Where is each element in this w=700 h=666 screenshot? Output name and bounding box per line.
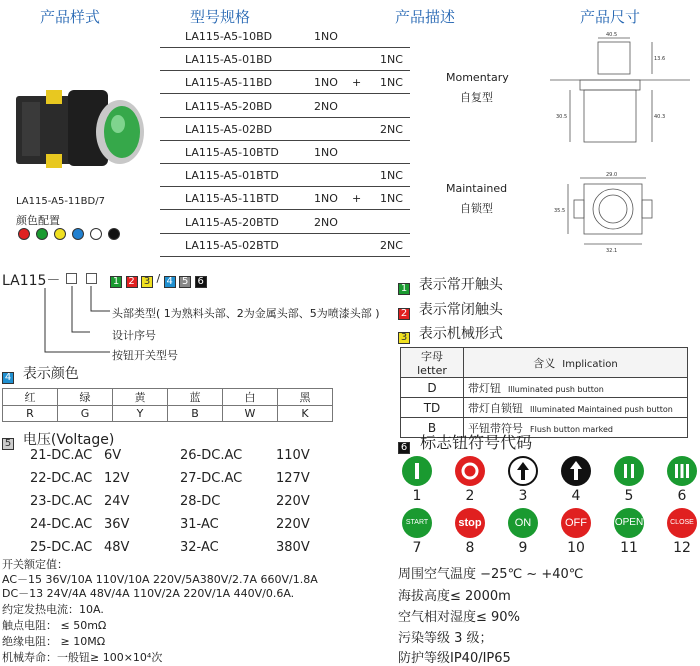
voltage-value: 110V: [276, 448, 310, 463]
symbol-label: CLOSE: [670, 519, 694, 526]
ratings-heat: 约定发热电流：10A.: [2, 603, 104, 616]
off-button: [561, 508, 591, 538]
model-code: LA115-A5-20BD: [185, 99, 273, 113]
symbol-number: 3: [518, 488, 528, 504]
model-contact-b: 1NC: [380, 53, 403, 67]
code-box-1: [66, 273, 77, 284]
ratings-life: 机械寿命：一般钮≥ 100×10⁴次: [2, 651, 163, 664]
voltage-heading: 5 电压(Voltage): [2, 429, 114, 450]
voltage-value: 127V: [276, 471, 310, 486]
code-num-5: 5: [179, 276, 191, 288]
colors-table: 红 绿 黄 蓝 白 黑 R G Y B W K: [2, 388, 333, 422]
voltage-code: 31-AC: [180, 517, 219, 532]
start-button: [402, 508, 432, 538]
symbol-number: 12: [673, 540, 691, 556]
model-contact-a: 2NO: [314, 215, 338, 229]
header-size: 产品尺寸: [580, 8, 641, 26]
letters-header-meaning: 含义 Implication: [464, 348, 688, 378]
close-button: [667, 508, 697, 538]
env-temp: 周围空气温度 −25℃ ~ +40℃: [398, 567, 584, 582]
momentary-en: Momentary: [446, 71, 509, 84]
model-contact-b: 1NC: [380, 76, 403, 90]
model-contact-a: 2NO: [314, 99, 338, 113]
symbol-label: OPEN: [614, 517, 644, 528]
code-num-3: 3: [141, 276, 153, 288]
env-protection: 防护等级IP40/IP65: [398, 651, 511, 666]
model-code: LA115-A5-02BTD: [185, 238, 279, 252]
voltage-value: 48V: [104, 540, 130, 555]
dim-right-a: 13.6: [654, 56, 666, 62]
legend-3: 3 表示机械形式: [398, 323, 503, 344]
model-code: LA115-A5-10BTD: [185, 146, 279, 159]
power-off-icon: [455, 456, 485, 486]
letters-row: D 带灯钮 Illuminated push button: [401, 378, 688, 398]
row-divider: [160, 140, 410, 141]
model-plus: +: [352, 192, 362, 206]
model-code: LA115-A5-10BD: [185, 30, 273, 43]
voltage-code: 21-DC.AC: [30, 448, 93, 463]
symbol-number: 4: [571, 488, 581, 504]
env-altitude: 海拔高度≤ 2000m: [398, 589, 511, 604]
row-divider: [160, 209, 410, 210]
row-divider: [160, 233, 410, 234]
ratings-dc: DC－13 24V/4A 48V/4A 110V/2A 220V/1A 440V/0.6A.: [2, 587, 295, 600]
row-divider: [160, 163, 410, 164]
symbol-number: 11: [620, 540, 638, 556]
dimension-drawing: [540, 32, 700, 262]
double-bar-icon: [614, 456, 644, 486]
arrow-up-filled-icon: [561, 456, 591, 486]
color-dot: [90, 228, 102, 240]
voltage-code: 27-DC.AC: [180, 471, 243, 486]
maintained-en: Maintained: [446, 182, 508, 195]
model-contact-b: 2NC: [380, 122, 403, 136]
symbol-label: START: [405, 519, 429, 526]
voltage-value: 220V: [276, 494, 310, 509]
code-num-1: 1: [110, 276, 122, 288]
arrow-up-icon: [508, 456, 538, 486]
color-dot: [36, 228, 48, 240]
voltage-value: 12V: [104, 471, 130, 486]
symbol-number: 9: [518, 540, 528, 556]
row-divider: [160, 70, 410, 71]
voltage-value: 220V: [276, 517, 310, 532]
maintained-cn: 自锁型: [460, 202, 493, 215]
model-contact-a: 1NO: [314, 146, 338, 159]
letters-row: B 平钮带符号 Flush button marked: [401, 418, 688, 438]
voltage-value: 380V: [276, 540, 310, 555]
letters-row: TD 带灯自锁钮 Illuminated Maintained push button: [401, 398, 688, 418]
momentary-cn: 自复型: [460, 91, 493, 104]
voltage-value: 24V: [104, 494, 130, 509]
dim-top: 40.5: [606, 32, 618, 38]
symbol-number: 1: [412, 488, 422, 504]
model-code: LA115-A5-20BTD: [185, 215, 279, 229]
row-divider: [160, 117, 410, 118]
symbol-number: 2: [465, 488, 475, 504]
color-config-label: 颜色配置: [16, 214, 60, 227]
code-box-2: [86, 273, 97, 284]
ratings-ac: AC－15 36V/10A 110V/10A 220V/5A380V/2.7A 660V/1.8A: [2, 573, 318, 586]
voltage-code: 32-AC: [180, 540, 219, 555]
env-pollution: 污染等级 3 级；: [398, 631, 493, 646]
code-num-4: 4: [164, 276, 176, 288]
voltage-code: 22-DC.AC: [30, 471, 93, 486]
model-code: LA115-A5-11BTD: [185, 192, 279, 206]
product-caption: LA115-A5-11BD/7: [16, 196, 105, 207]
env-humidity: 空气相对湿度≤ 90%: [398, 610, 520, 625]
model-code: LA115-A5-01BTD: [185, 169, 279, 183]
color-dot: [54, 228, 66, 240]
symbol-number: 7: [412, 540, 422, 556]
symbol-label: stop: [458, 517, 482, 529]
voltage-value: 6V: [104, 448, 122, 463]
colors-heading: 4 表示颜色: [2, 363, 79, 384]
open-button: [614, 508, 644, 538]
symbol-number: 5: [624, 488, 634, 504]
ratings-title: 开关额定值：: [2, 558, 68, 571]
model-contact-a: 1NO: [314, 30, 338, 43]
code-label-model: 按钮开关型号: [112, 349, 178, 362]
code-label-head: 头部类型( 1为熟料头部、2为金属头部、5为喷漆头部 ): [112, 307, 380, 320]
code-label-serial: 设计序号: [112, 329, 156, 342]
voltage-code: 26-DC.AC: [180, 448, 243, 463]
model-contact-b: 2NC: [380, 238, 403, 252]
dim-front-top: 29.0: [606, 172, 618, 178]
stop-button: [455, 508, 485, 538]
ratings-contact: 触点电阻： ≤ 50mΩ: [2, 619, 107, 632]
voltage-value: 36V: [104, 517, 130, 532]
dim-front-bottom: 32.1: [606, 248, 618, 254]
model-plus: +: [352, 76, 362, 90]
voltage-code: 23-DC.AC: [30, 494, 93, 509]
model-code: LA115-A5-01BD: [185, 53, 273, 67]
header-desc: 产品描述: [395, 8, 456, 26]
model-contact-b: 1NC: [380, 192, 403, 206]
symbols-heading: 6 标志钮符号代码: [398, 430, 532, 454]
legend-2: 2 表示常闭触头: [398, 299, 503, 320]
code-prefix: LA115－: [2, 273, 61, 289]
voltage-code: 28-DC: [180, 494, 221, 509]
row-divider: [160, 93, 410, 94]
on-button: [508, 508, 538, 538]
dim-right-b: 40.3: [654, 114, 666, 120]
dim-left: 30.5: [556, 114, 568, 120]
product-image: [8, 80, 148, 180]
color-dot: [108, 228, 120, 240]
letters-table: [400, 347, 688, 438]
model-contact-a: 1NO: [314, 76, 338, 90]
code-leader-lines: [0, 284, 130, 356]
voltage-code: 24-DC.AC: [30, 517, 93, 532]
code-num-2: 2: [126, 276, 138, 288]
model-code: LA115-A5-02BD: [185, 122, 273, 136]
header-style: 产品样式: [40, 8, 101, 26]
header-model: 型号规格: [190, 8, 251, 26]
dim-front-left: 35.5: [554, 208, 566, 214]
legend-1: 1 表示常开触头: [398, 274, 503, 295]
row-divider: [160, 256, 410, 257]
symbol-number: 8: [465, 540, 475, 556]
letters-header-letter: 字母 letter: [401, 348, 464, 378]
row-divider: [160, 186, 410, 187]
symbol-label: OFF: [565, 517, 587, 529]
model-contact-a: 1NO: [314, 192, 338, 206]
code-num-6: 6: [195, 276, 207, 288]
color-dot: [18, 228, 30, 240]
symbol-label: ON: [514, 517, 532, 529]
row-divider: [160, 47, 410, 48]
symbol-number: 10: [567, 540, 585, 556]
model-code: LA115-A5-11BD: [185, 76, 273, 90]
symbol-number: 6: [677, 488, 687, 504]
power-on-icon: [402, 456, 432, 486]
ratings-insulation: 绝缘电阻： ≥ 10MΩ: [2, 635, 106, 648]
triple-bar-icon: [667, 456, 697, 486]
color-dot: [72, 228, 84, 240]
voltage-code: 25-DC.AC: [30, 540, 93, 555]
code-slash: /: [156, 272, 161, 285]
model-contact-b: 1NC: [380, 169, 403, 183]
